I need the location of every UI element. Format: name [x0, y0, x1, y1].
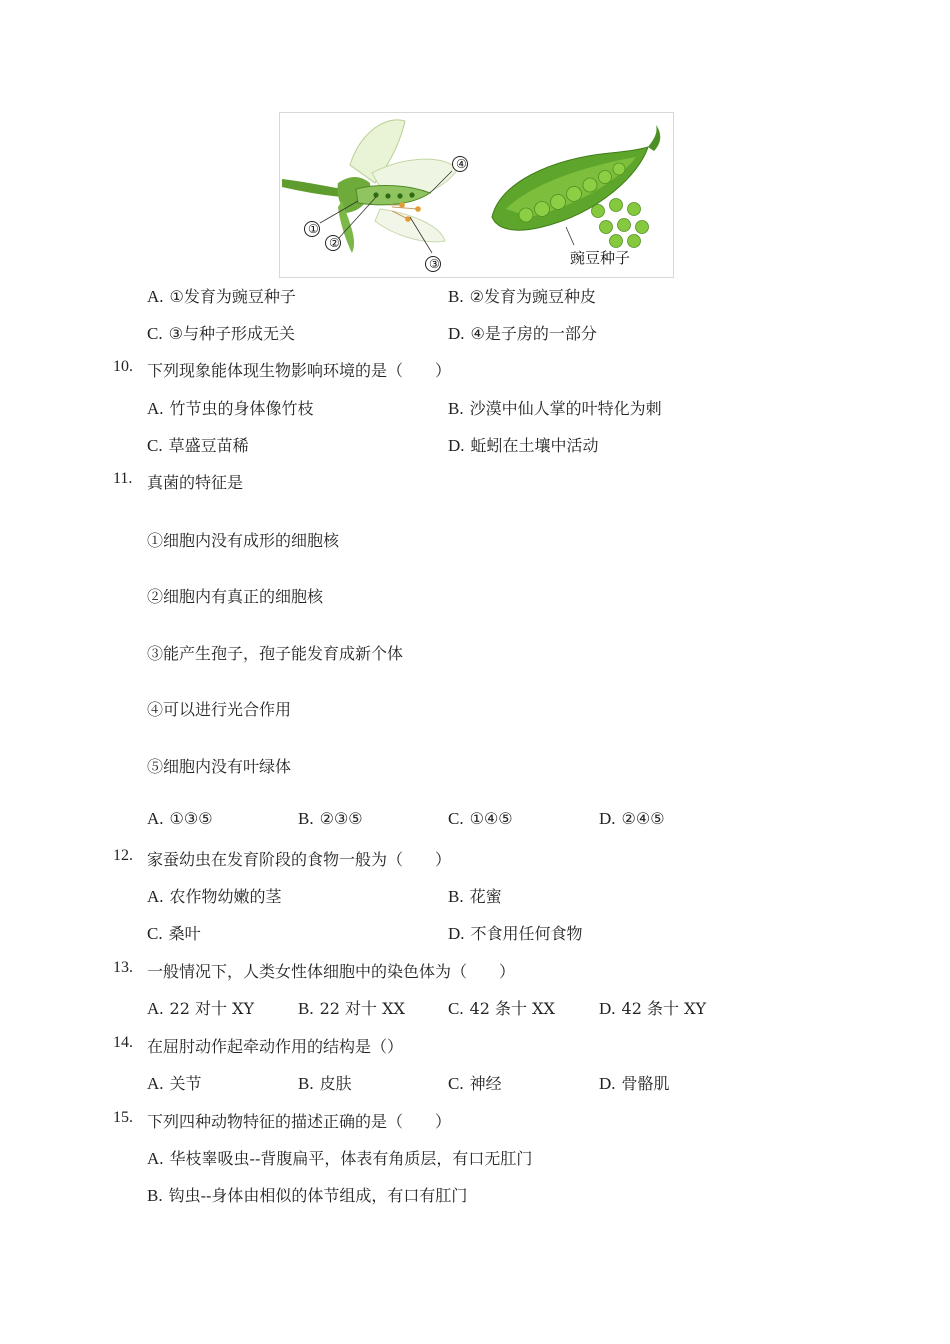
q12-option-c[interactable]	[147, 921, 201, 944]
pea-seed-caption: 豌豆种子	[570, 249, 631, 267]
option-text: ①发育为豌豆种子	[169, 287, 296, 306]
q11-option-c[interactable]	[448, 809, 513, 829]
option-label: B.	[448, 287, 464, 306]
option-label: C.	[448, 1074, 464, 1093]
option-label: D.	[448, 324, 465, 343]
q10-option-b[interactable]	[448, 396, 662, 419]
q11-option-b[interactable]	[298, 809, 363, 829]
q13-option-d[interactable]	[599, 996, 706, 1019]
marker-2: ②	[329, 236, 340, 250]
option-text: 皮肤	[319, 1074, 352, 1093]
q15-stem: 下列四种动物特征的描述正确的是（ ）	[147, 1112, 452, 1131]
pea-pod-drawing	[492, 125, 660, 267]
option-text: 农作物幼嫩的茎	[169, 887, 282, 906]
q15-option-b[interactable]	[147, 1183, 467, 1206]
q14-option-b[interactable]	[298, 1071, 352, 1094]
option-label: A.	[147, 399, 164, 418]
q13-number: 13.	[113, 959, 133, 976]
q11-item-3: ③能产生孢子，孢子能发育成新个体	[147, 644, 404, 663]
option-label: D.	[599, 809, 616, 828]
q12-number: 12.	[113, 847, 133, 864]
q10-option-c[interactable]	[147, 433, 249, 456]
option-label: B.	[448, 887, 464, 906]
q13-stem: 一般情况下，人类女性体细胞中的染色体为（ ）	[147, 962, 516, 981]
marker-4: ④	[456, 157, 467, 171]
q10-option-a[interactable]	[147, 396, 314, 419]
option-label: A.	[147, 809, 164, 828]
option-text: 草盛豆苗稀	[168, 436, 249, 455]
option-text: 花蜜	[469, 887, 502, 906]
q11-option-d[interactable]	[599, 809, 665, 829]
option-text: 竹节虫的身体像竹枝	[169, 399, 314, 418]
option-text: 42 条十 XX	[469, 999, 555, 1018]
option-label: C.	[448, 809, 464, 828]
q14-number: 14.	[113, 1034, 133, 1051]
option-label: A.	[147, 999, 164, 1018]
option-label: C.	[147, 436, 163, 455]
q11-item-1: ①细胞内没有成形的细胞核	[147, 531, 340, 550]
option-label: D.	[448, 924, 465, 943]
option-text: 华枝睾吸虫--背腹扁平，体表有角质层，有口无肛门	[169, 1149, 533, 1168]
q12-option-a[interactable]	[147, 884, 282, 907]
q15-option-a[interactable]	[147, 1146, 532, 1169]
option-label: D.	[448, 436, 465, 455]
q10-option-d[interactable]	[448, 433, 599, 456]
option-label: D.	[599, 1074, 616, 1093]
flower-section-drawing	[282, 120, 468, 272]
option-label: D.	[599, 999, 616, 1018]
q14-option-a[interactable]	[147, 1071, 202, 1094]
option-label: C.	[147, 924, 163, 943]
option-text: ①④⑤	[469, 809, 513, 828]
q12-option-d[interactable]	[448, 921, 583, 944]
q15-number: 15.	[113, 1109, 133, 1126]
option-label: C.	[147, 324, 163, 343]
q11-option-a[interactable]	[147, 809, 213, 829]
q9-option-a[interactable]	[147, 284, 296, 307]
option-text: ②③⑤	[319, 809, 363, 828]
figure-illustration	[280, 113, 673, 277]
q14-option-d[interactable]	[599, 1071, 670, 1094]
q10-stem: 下列现象能体现生物影响环境的是（ ）	[147, 361, 452, 380]
option-text: 钩虫--身体由相似的体节组成，有口有肛门	[168, 1186, 468, 1205]
option-label: B.	[298, 999, 314, 1018]
q14-stem: 在屈肘动作起牵动作用的结构是（）	[147, 1037, 404, 1056]
option-text: 22 对十 XX	[319, 999, 405, 1018]
option-text: ③与种子形成无关	[168, 324, 295, 343]
option-label: B.	[298, 809, 314, 828]
option-text: 22 对十 XY	[169, 999, 255, 1018]
option-text: 沙漠中仙人掌的叶特化为刺	[469, 399, 662, 418]
option-text: 桑叶	[168, 924, 201, 943]
option-text: 骨骼肌	[621, 1074, 670, 1093]
q11-item-4: ④可以进行光合作用	[147, 700, 292, 719]
option-label: A.	[147, 1074, 164, 1093]
option-label: A.	[147, 287, 164, 306]
q11-number: 11.	[113, 470, 133, 487]
option-text: 关节	[169, 1074, 202, 1093]
option-text: 神经	[469, 1074, 502, 1093]
option-label: C.	[448, 999, 464, 1018]
q14-option-c[interactable]	[448, 1071, 502, 1094]
option-label: B.	[147, 1186, 163, 1205]
marker-3: ③	[429, 257, 440, 271]
q9-option-b[interactable]	[448, 284, 596, 307]
q13-option-c[interactable]	[448, 996, 555, 1019]
option-text: ①③⑤	[169, 809, 213, 828]
option-text: 不食用任何食物	[470, 924, 583, 943]
option-text: 42 条十 XY	[621, 999, 707, 1018]
marker-1: ①	[308, 222, 319, 236]
option-label: B.	[448, 399, 464, 418]
q13-option-a[interactable]	[147, 996, 254, 1019]
flower-and-pea-figure	[279, 112, 674, 278]
option-text: 蚯蚓在土壤中活动	[470, 436, 599, 455]
q10-number: 10.	[113, 358, 133, 375]
option-label: B.	[298, 1074, 314, 1093]
q12-option-b[interactable]	[448, 884, 502, 907]
option-label: A.	[147, 887, 164, 906]
q11-item-5: ⑤细胞内没有叶绿体	[147, 757, 292, 776]
option-label: A.	[147, 1149, 164, 1168]
option-text: ②④⑤	[621, 809, 665, 828]
option-text: ②发育为豌豆种皮	[469, 287, 596, 306]
q9-option-c[interactable]	[147, 321, 295, 344]
q11-item-2: ②细胞内有真正的细胞核	[147, 587, 324, 606]
q12-stem: 家蚕幼虫在发育阶段的食物一般为（ ）	[147, 850, 452, 869]
option-text: ④是子房的一部分	[470, 324, 597, 343]
q13-option-b[interactable]	[298, 996, 405, 1019]
q9-option-d[interactable]	[448, 321, 597, 344]
q11-stem: 真菌的特征是	[147, 473, 244, 492]
